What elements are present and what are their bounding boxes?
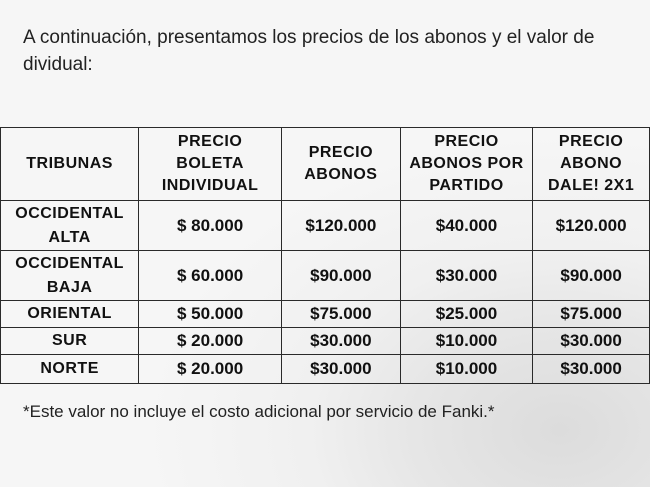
table-header-row <box>1 128 650 201</box>
dale-cell: $90.000 <box>533 251 650 301</box>
tribuna-cell: NORTE <box>1 355 139 384</box>
price-table <box>0 127 650 384</box>
abonos-cell: $90.000 <box>281 251 400 301</box>
abonos-cell: $30.000 <box>281 328 400 355</box>
footnote: *Este valor no incluye el costo adicional por servicio de Fanki.* <box>23 402 495 421</box>
tribuna-cell: ORIENTAL <box>1 301 139 328</box>
partido-cell: $10.000 <box>400 355 532 384</box>
tribuna-cell: OCCIDENTAL BAJA <box>1 251 139 301</box>
table-row <box>1 328 650 355</box>
header-precio-boleta-individual: PRECIO BOLETA INDIVIDUAL <box>139 128 282 201</box>
header-precio-abonos: PRECIO ABONOS <box>281 128 400 201</box>
dale-cell: $120.000 <box>533 201 650 251</box>
abonos-cell: $30.000 <box>281 355 400 384</box>
dale-cell: $30.000 <box>533 328 650 355</box>
abonos-cell: $75.000 <box>281 301 400 328</box>
header-tribunas: TRIBUNAS <box>1 128 139 201</box>
header-precio-abono-dale: PRECIO ABONO DALE! 2X1 <box>533 128 650 201</box>
header-precio-abonos-por-partido: PRECIO ABONOS POR PARTIDO <box>400 128 532 201</box>
dale-cell: $75.000 <box>533 301 650 328</box>
intro-line-1: A continuación, presentamos los precios de los abonos y el valor de <box>23 27 595 48</box>
tribuna-cell: SUR <box>1 328 139 355</box>
partido-cell: $10.000 <box>400 328 532 355</box>
intro-text <box>23 24 650 78</box>
table-row <box>1 301 650 328</box>
table-row <box>1 201 650 251</box>
partido-cell: $30.000 <box>400 251 532 301</box>
intro-line-2: dividual: <box>23 54 93 75</box>
tribuna-cell: OCCIDENTAL ALTA <box>1 201 139 251</box>
partido-cell: $25.000 <box>400 301 532 328</box>
table-row <box>1 251 650 301</box>
boleta-cell: $ 50.000 <box>139 301 282 328</box>
partido-cell: $40.000 <box>400 201 532 251</box>
dale-cell: $30.000 <box>533 355 650 384</box>
boleta-cell: $ 20.000 <box>139 328 282 355</box>
table-row <box>1 355 650 384</box>
boleta-cell: $ 20.000 <box>139 355 282 384</box>
boleta-cell: $ 80.000 <box>139 201 282 251</box>
boleta-cell: $ 60.000 <box>139 251 282 301</box>
abonos-cell: $120.000 <box>281 201 400 251</box>
